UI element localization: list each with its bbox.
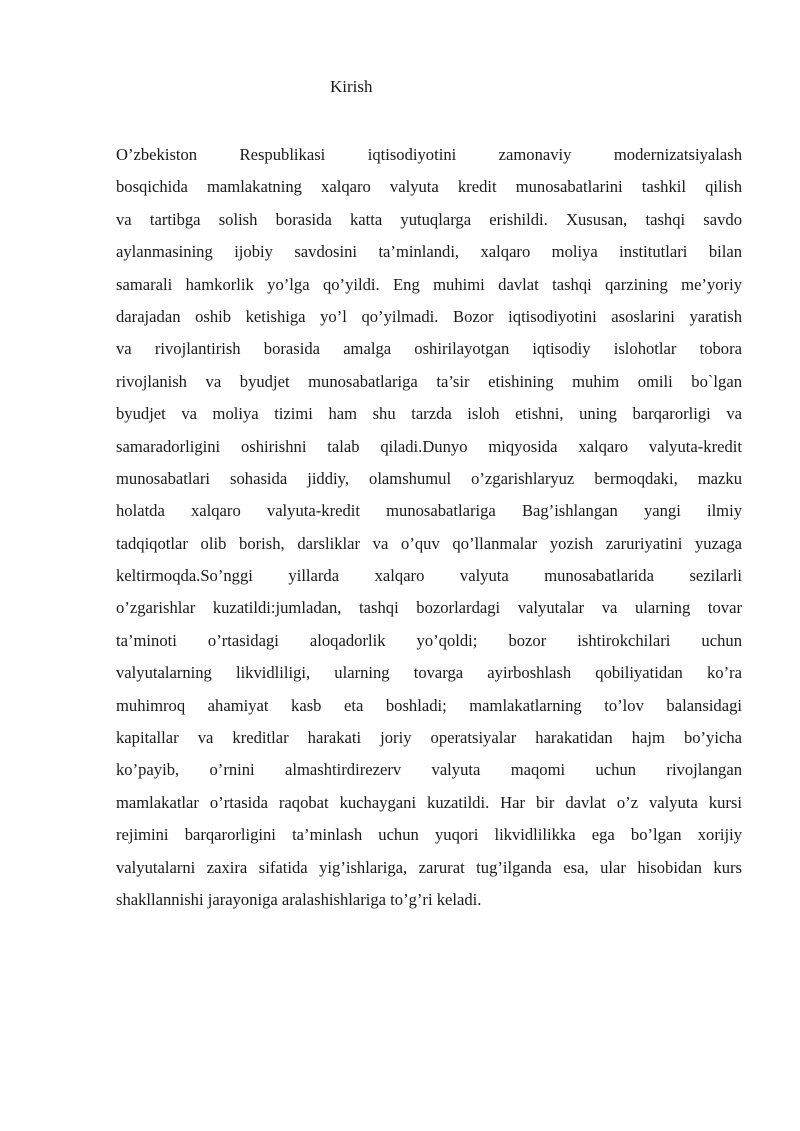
paragraph-line: rivojlanish va byudjet munosabatlariga ta’sir etishining muhim omili bo`lgan <box>116 371 742 391</box>
paragraph-line: keltirmoqda.So’nggi yillarda xalqaro valyuta munosabatlarida sezilarli <box>116 566 742 586</box>
paragraph-line: darajadan oshib ketishiga yo’l qo’yilmadi. Bozor iqtisodiyotini asoslarini yaratish <box>116 306 742 326</box>
paragraph-line: kapitallar va kreditlar harakati joriy operatsiyalar harakatidan hajm bo’yicha <box>116 728 742 748</box>
paragraph-line: aylanmasining ijobiy savdosini ta’minlandi, xalqaro moliya institutlari bilan <box>116 242 742 262</box>
paragraph-line: mamlakatlar o’rtasida raqobat kuchaygani kuzatildi. Har bir davlat o’z valyuta kursi <box>116 792 742 812</box>
paragraph-line: shakllannishi jarayoniga aralashishlariga to’g’ri keladi. <box>116 889 482 909</box>
paragraph-line: va tartibga solish borasida katta yutuqlarga erishildi. Xususan, tashqi savdo <box>116 209 742 229</box>
paragraph-line: samaradorligini oshirishni talab qiladi.Dunyo miqyosida xalqaro valyuta-kredit <box>116 436 742 456</box>
paragraph-line: muhimroq ahamiyat kasb eta boshladi; mamlakatlarning to’lov balansidagi <box>116 695 742 715</box>
paragraph-line: o’zgarishlar kuzatildi:jumladan, tashqi bozorlardagi valyutalar va ularning tovar <box>116 598 742 618</box>
paragraph-line: rejimini barqarorligini ta’minlash uchun yuqori likvidlilikka ega bo’lgan xorijiy <box>116 825 742 845</box>
paragraph-line: valyutalarning likvidliligi, ularning tovarga ayirboshlash qobiliyatidan ko’ra <box>116 663 742 683</box>
paragraph-line: byudjet va moliya tizimi ham shu tarzda isloh etishni, uning barqarorligi va <box>116 404 742 424</box>
paragraph-line: munosabatlari sohasida jiddiy, olamshumul o’zgarishlaryuz bermoqdaki, mazku <box>116 468 742 488</box>
paragraph-line: holatda xalqaro valyuta-kredit munosabatlariga Bag’ishlangan yangi ilmiy <box>116 501 742 521</box>
paragraph-line: bosqichida mamlakatning xalqaro valyuta kredit munosabatlarini tashkil qilish <box>116 177 742 197</box>
page-title: Kirish <box>330 77 373 96</box>
paragraph-line: O’zbekiston Respublikasi iqtisodiyotini zamonaviy modernizatsiyalash <box>116 145 742 164</box>
body-paragraph <box>116 139 742 916</box>
paragraph-line: ko’payib, o’rnini almashtirdirezerv valyuta maqomi uchun rivojlangan <box>116 760 742 780</box>
paragraph-line: tadqiqotlar olib borish, darsliklar va o’quv qo’llanmalar yozish zaruriyatini yuzaga <box>116 533 742 553</box>
paragraph-line: va rivojlantirish borasida amalga oshirilayotgan iqtisodiy islohotlar tobora <box>116 339 742 359</box>
paragraph-line: samarali hamkorlik yo’lga qo’yildi. Eng muhimi davlat tashqi qarzining me’yoriy <box>116 274 742 294</box>
paragraph-line: ta’minoti o’rtasidagi aloqadorlik yo’qoldi; bozor ishtirokchilari uchun <box>116 630 742 650</box>
paragraph-line: valyutalarni zaxira sifatida yig’ishlariga, zarurat tug’ilganda esa, ular hisobidan kurs <box>116 857 742 877</box>
